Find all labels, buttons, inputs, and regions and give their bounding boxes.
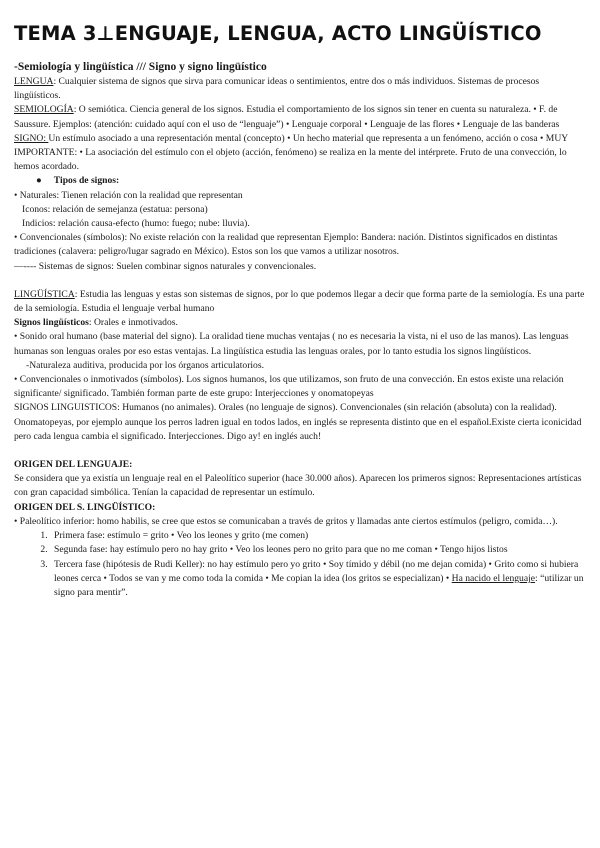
spacer	[14, 274, 586, 288]
semiologia-term: SEMIOLOGÍA	[14, 104, 74, 116]
tipos-iconos: Iconos: relación de semejanza (estatua: persona)	[22, 203, 208, 215]
lengua-paragraph	[14, 75, 586, 103]
document-page	[14, 22, 586, 600]
convencionales-paragraph: • Convencionales o inmotivados (símbolos). Los signos humanos, los que utilizamos, son fruto de una convección. En estos existe una relación significante/ significado. También forman parte de este grupo: Interjecciones y onomatopeyas	[14, 374, 564, 400]
fase-item: 1. Primera fase: estímulo = grito • Veo los leones y grito (me comen)	[50, 529, 586, 543]
naturaleza-line: -Naturaleza auditiva, producida por los órganos articulatorios.	[26, 359, 264, 371]
linguistica-paragraph	[14, 288, 586, 316]
signo-paragraph	[14, 132, 586, 175]
linguistica-text: : Estudia las lenguas y estas son sistemas de signos, por lo que podemos llegar a decir que forma parte de la semiología. Es una parte de la semiología. Estudia el lenguaje verbal humano	[14, 288, 585, 315]
nacido-term: Ha nacido el lenguaje	[451, 572, 536, 584]
tipos-heading: ● Tipos de signos:	[36, 175, 120, 187]
origen-lenguaje-text: Se considera que ya existía un lenguaje real en el Paleolítico superior (hace 30.000 años). Aparecen los primeros signos: Representaciones artísticas con gran capacidad simbólica. Tenían la capacidad de representar un estímulo.	[14, 473, 582, 499]
lengua-text: : Cualquier sistema de signos que sirva para comunicar ideas o sentimientos, entre dos o más individuos. Sistemas de procesos lingüísticos.	[14, 76, 540, 102]
signos-linguisticos-line	[14, 316, 586, 330]
fase-text: Tercera fase (hipótesis de Rudi Keller): no hay estímulo pero yo grito • Soy tímido y débil (no me dejan comida) • Grito como si hubiera leones cerca • Todos se van y me como toda la comida • Me copian la idea (los gritos se especializan) •	[54, 558, 579, 584]
sonido-paragraph: • Sonido oral humano (base material del signo). La oralidad tiene muchas ventajas ( no es necesaria la vista, ni el uso de las manos). Las lenguas humanas son lenguas orales por eso estas ventajas. La lingüística estudia las lenguas orales, por lo tanto estudia los signos lingüísticos.	[14, 331, 569, 357]
lengua-term: LENGUA	[14, 76, 54, 87]
tipos-heading-text: Tipos de signos:	[53, 175, 120, 187]
spacer	[14, 444, 586, 458]
fase-item	[50, 558, 586, 601]
subtitle: -Semiología y lingüística /// Signo y signo lingüístico	[14, 61, 267, 73]
fase-item: 2. Segunda fase: hay estímulo pero no hay grito • Veo los leones pero no grito para que no me coman • Tengo hijos listos	[50, 543, 586, 557]
fases-list	[14, 529, 586, 600]
tipos-convencionales: • Convencionales (símbolos): No existe relación con la realidad que representan Ejemplo: Bandera: nación. Distintos significados en distintas tradiciones (calavera: peligro/lugar sagrado en México). Estos son los que vamos a utilizar nosotros.	[14, 232, 558, 258]
origen-s-text: • Paleolítico inferior: homo habilis, se cree que estos se comunicaban a través de gritos y llamadas ante ciertos estímulos (peligro, comida…).	[14, 515, 558, 527]
page-title: TEMA 3⊥ENGUAJE, LENGUA, ACTO LINGÜÍSTICO	[14, 22, 542, 45]
origen-lenguaje-heading: ORIGEN DEL LENGUAJE:	[14, 459, 133, 471]
tipos-indicios: Indicios: relación causa-efecto (humo: fuego; nube: lluvia).	[22, 218, 250, 230]
semiologia-text: : O semiótica. Ciencia general de los signos. Estudia el comportamiento de los signos sin tener en cuenta su naturaleza. • F. de Saussure. Ejemplos: (atención: cuidado aquí con el uso de “lenguaje”) • Lenguaje corporal • Lenguaje de las flores • Lenguaje de las banderas	[14, 104, 560, 130]
tipos-naturales: • Naturales: Tienen relación con la realidad que representan	[14, 189, 243, 201]
signo-term: SIGNO:	[14, 132, 49, 144]
linguistica-term: LINGÜÍSTICA	[14, 288, 75, 300]
signo-text: Un estímulo asociado a una representación mental (concepto) • Un hecho material que representa a un fenómeno, acción o cosa • MUY IMPORTANTE: • La asociación del estímulo con el objeto (acción, fenómeno) se realiza en la mente del intérprete. Fruto de una convección, lo hemos acordado.	[14, 132, 568, 173]
signos-linguisticos-text: : Orales e inmotivados.	[88, 317, 178, 329]
signos-ling-paragraph: SIGNOS LINGUISTICOS: Humanos (no animales). Orales (no lenguaje de signos). Convencionales (sin relación (absoluta) con la realidad). Onomatopeyas, por ejemplo aunque los perros ladren igual en todos lados, en inglés se representa distinto que en el español.Existe cierta iconicidad pero cada lengua cambia el significado. Interjecciones. Digo ay! en inglés auch!	[14, 402, 582, 442]
origen-s-heading: ORIGEN DEL S. LINGÜÍSTICO:	[14, 501, 156, 513]
semiologia-paragraph	[14, 103, 586, 131]
nacido-text: : “utilizar un signo para mentir”.	[54, 572, 584, 598]
signos-linguisticos-heading: Signos lingüísticos	[14, 317, 89, 329]
tipos-sistemas: —---- Sistemas de signos: Suelen combinar signos naturales y convencionales.	[14, 260, 317, 272]
